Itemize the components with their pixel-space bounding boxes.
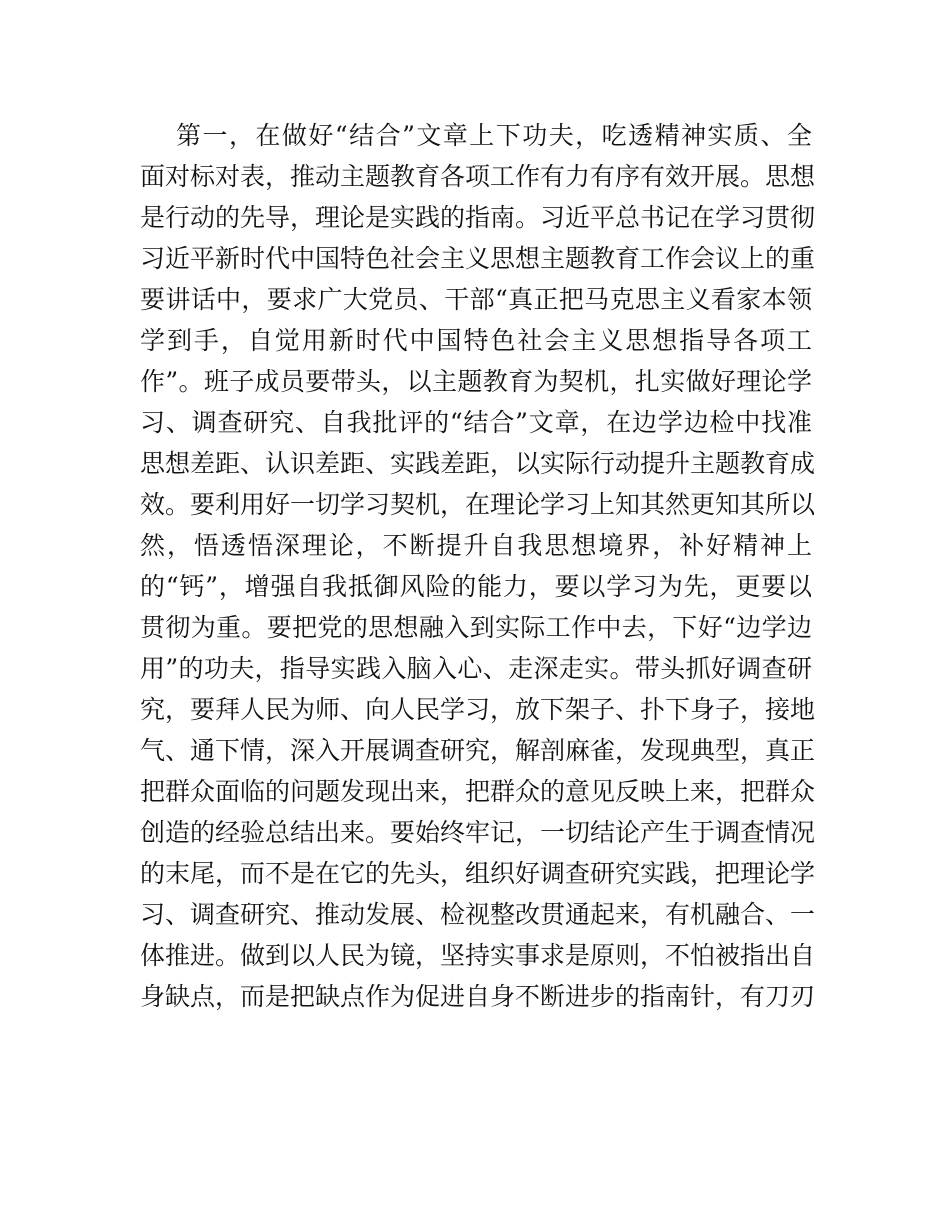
paragraph-line: 习近平新时代中国特色社会主义思想主题教育工作会议上的重 <box>140 244 816 273</box>
paragraph-line: 是行动的先导，理论是实践的指南。习近平总书记在学习贯彻 <box>140 203 816 232</box>
paragraph-line: 的“钙”，增强自我抵御风险的能力，要以学习为先，更要以 <box>140 572 812 601</box>
paragraph-line: 创造的经验总结出来。要始终牢记，一切结论产生于调查情况 <box>140 818 816 847</box>
paragraph-line: 思想差距、认识差距、实践差距，以实际行动提升主题教育成 <box>140 449 816 478</box>
paragraph-line: 把群众面临的问题发现出来，把群众的意见反映上来，把群众 <box>140 777 816 806</box>
paragraph-line: 用”的功夫，指导实践入脑入心、走深走实。带头抓好调查研 <box>140 654 812 683</box>
paragraph-line: 贯彻为重。要把党的思想融入到实际工作中去，下好“边学边 <box>140 613 812 642</box>
paragraph-line: 习、调查研究、推动发展、检视整改贯通起来，有机融合、一 <box>140 900 816 929</box>
paragraph-line: 面对标对表，推动主题教育各项工作有力有序有效开展。思想 <box>140 162 816 191</box>
paragraph-line: 体推进。做到以人民为镜，坚持实事求是原则，不怕被指出自 <box>140 941 816 970</box>
paragraph-line: 然，悟透悟深理论，不断提升自我思想境界，补好精神上 <box>140 531 812 560</box>
paragraph-line: 效。要利用好一切学习契机，在理论学习上知其然更知其所以 <box>140 490 816 519</box>
paragraph-line: 身缺点，而是把缺点作为促进自身不断进步的指南针，有刀刃 <box>140 982 816 1011</box>
paragraph-line: 作”。班子成员要带头，以主题教育为契机，扎实做好理论学 <box>140 367 812 396</box>
paragraph-line: 要讲话中，要求广大党员、干部“真正把马克思主义看家本领 <box>140 285 812 314</box>
paragraph-line: 气、通下情，深入开展调查研究，解剖麻雀，发现典型，真正 <box>140 736 816 765</box>
paragraph-line: 学到手，自觉用新时代中国特色社会主义思想指导各项工 <box>140 326 812 355</box>
paragraph-line: 习、调查研究、自我批评的“结合”文章，在边学边检中找准 <box>140 408 812 437</box>
paragraph-line: 第一，在做好“结合”文章上下功夫，吃透精神实质、全 <box>176 121 812 150</box>
paragraph-line: 究，要拜人民为师、向人民学习，放下架子、扑下身子，接地 <box>140 695 816 724</box>
paragraph-line: 的末尾，而不是在它的先头，组织好调查研究实践，把理论学 <box>140 859 816 888</box>
